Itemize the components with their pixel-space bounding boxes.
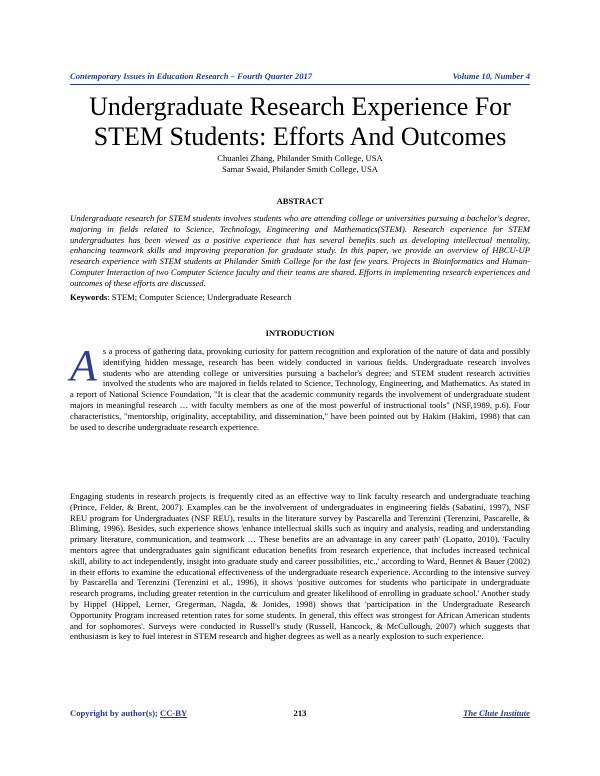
- paragraph-1-text: s a process of gathering data, provoking curiosity for pattern recognition and exploration of the nature of data and possibly identifying hidden message, research has been widely conducted in various fields. Undergraduate research involves students who are attending college or universities pursuing a bachelor's degree; and STEM student research activities involved the students who are majored in fields related to Science, Technology, Engineering, and Mathematics. As stated in a report of National Science Foundation, "It is clear that the academic community regards the involvement of undergraduate student majors in meaningful research … with faculty members as one of the most powerful of instructional tools" (NSF,1989, p.6). Four characteristics, "mentorship, originality, acceptability, and dissemination," have been pointed out by Hakim (Hakim, 1998) that can be used to describe undergraduate research experience.: [70, 346, 530, 432]
- page-footer: [70, 708, 530, 722]
- publisher-link[interactable]: The Clute Institute: [463, 708, 530, 718]
- author-list: [60, 153, 540, 175]
- running-header: [70, 71, 530, 85]
- introduction-heading: INTRODUCTION: [265, 328, 335, 338]
- abstract-text: Undergraduate research for STEM students involves students who are attending college or universities pursuing a bachelor's degree, majoring in fields related to Science, Technology, Engineering and Mathematics(STEM). Research experience for STEM undergraduates has been viewed as a positive experience that has several benefits such as developing intellectual mentality, enhancing teamwork skills and improving preparation for graduate study. In this paper, we provide an overview of HBCU-UP research experience with STEM students at Philander Smith College for the last few years. Projects in Bioinformatics and Human-Computer Interaction of two Computer Science faculty and their teams are shared. Efforts in implementing research experiences and outcomes of these efforts are discussed.: [70, 213, 530, 288]
- journal-name: Contemporary Issues in Education Research – Fourth Quarter 2017: [70, 71, 313, 81]
- drop-cap: A: [70, 341, 97, 390]
- keywords-text: : STEM; Computer Science; Undergraduate Research: [107, 292, 292, 302]
- license-link[interactable]: CC-BY: [160, 708, 188, 718]
- page-number: 213: [293, 708, 307, 718]
- introduction-paragraph-1: [70, 341, 530, 432]
- header-divider: [70, 84, 530, 85]
- author-1: Chuanlei Zhang, Philander Smith College, USA: [217, 153, 383, 163]
- keywords-label: Keywords: [70, 292, 108, 302]
- paper-title: Undergraduate Research Experience For STEM Students: Efforts And Outcomes: [89, 92, 511, 151]
- author-2: Samar Swaid, Philander Smith College, USA: [222, 164, 378, 174]
- copyright-text: Copyright by author(s);: [70, 708, 160, 718]
- keywords: [70, 292, 530, 302]
- introduction-paragraph-2: Engaging students in research projects is frequently cited as an effective way to link faculty research and undergraduate teaching (Prince, Felder, & Brent, 2007). Examples can be the involvement of undergraduates in engineering fields (Sabatini, 1997), NSF REU program for Undergraduates (NSF REU), results in the literature survey by Pascarella and Terenzini (Terenzini, Pascarelle, & Bliming, 1996). Besides, such experience shows 'enhance intellectual skills such as inquiry and analysis, reading and understanding primary literature, communication, and teamwork … These benefits are an advantage in any career path' (Lopatto, 2010). 'Faculty mentors agree that undergraduates gain significant education benefits from research experience, that includes increased technical skill, ability to act independently, insight into graduate study and career possibilities, etc.,' according to Ward, Bennet & Bauer (2002) in their efforts to examine the educational effectiveness of the undergraduate research experience. According to the intensive survey by Pascarella and Terenzini (Terenzini et al., 1996), it shows 'positive outcomes for students who participate in undergraduate research programs, including greater retention in the curriculum and greater likelihood of enrolling in graduate school.' Another study by Hippel (Hippel, Lerner, Gregerman, Nagda, & Jonides, 1998) shows that 'participation in the Undergraduate Research Opportunity Program increased retention rates for some students. In general, this effect was strongest for African American students and for sophomores'. Surveys were conducted in Russell's study (Russell, Hancock, & McCullough, 2007) which suggests that enthusiasm is key to fuel interest in STEM research and higher degrees as well as a nearly explosion to such experience.: [70, 491, 530, 642]
- abstract-heading: ABSTRACT: [276, 196, 324, 206]
- volume-number: Volume 10, Number 4: [452, 71, 530, 81]
